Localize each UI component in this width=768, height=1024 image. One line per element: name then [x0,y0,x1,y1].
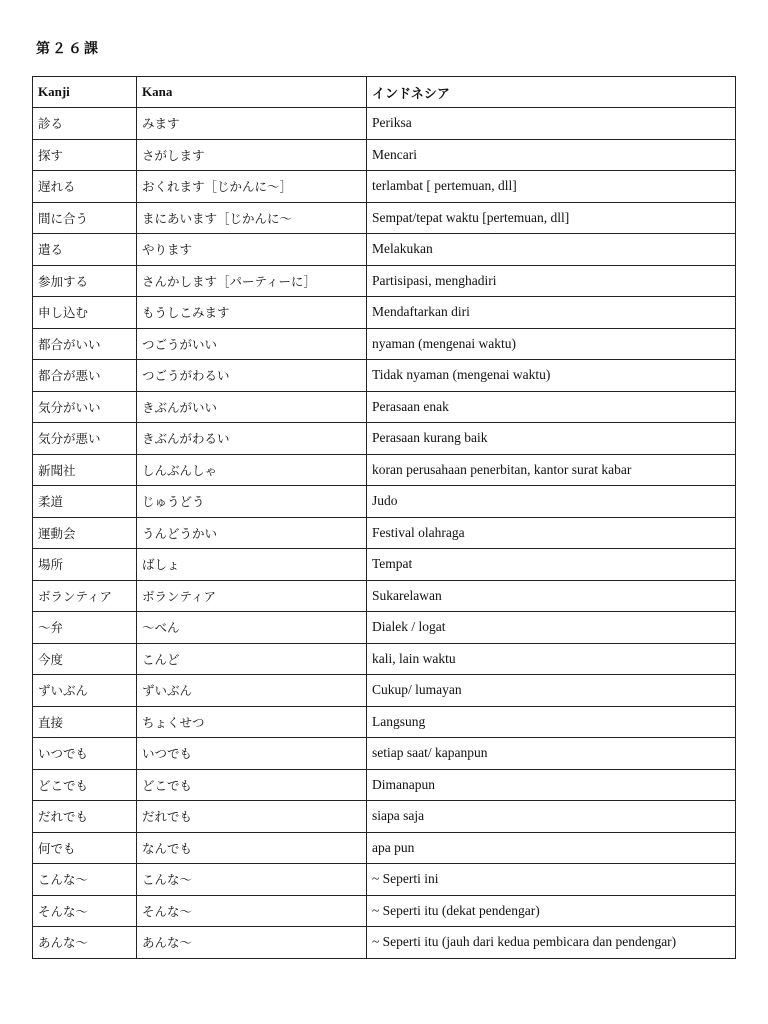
kana-cell: ばしょ [137,549,367,581]
kana-cell: きぶんがいい [137,391,367,423]
kanji-cell: 間に合う [33,202,137,234]
kana-cell: さんかします［パーティーに］ [137,265,367,297]
table-header [33,77,736,108]
kanji-cell: ずいぶん [33,675,137,707]
meaning-cell: setiap saat/ kapanpun [367,738,736,770]
kana-cell: みます [137,108,367,140]
kanji-cell: ～弁 [33,612,137,644]
meaning-cell: Dimanapun [367,769,736,801]
table-row [33,927,736,959]
meaning-cell: Tempat [367,549,736,581]
meaning-cell: Melakukan [367,234,736,266]
kanji-cell: だれでも [33,801,137,833]
table-row [33,612,736,644]
kana-cell: もうしこみます [137,297,367,329]
kanji-cell: 運動会 [33,517,137,549]
table-row [33,486,736,518]
kana-cell: いつでも [137,738,367,770]
kana-cell: こんど [137,643,367,675]
table-row [33,580,736,612]
table-row [33,675,736,707]
kana-cell: ボランティア [137,580,367,612]
table-row [33,297,736,329]
meaning-cell: ~ Seperti itu (dekat pendengar) [367,895,736,927]
meaning-cell: Perasaan enak [367,391,736,423]
kanji-cell: 新聞社 [33,454,137,486]
table-row [33,454,736,486]
kanji-cell: 探す [33,139,137,171]
meaning-cell: ~ Seperti itu (jauh dari kedua pembicara dan pendengar) [367,927,736,959]
table-row [33,423,736,455]
meaning-cell: Sukarelawan [367,580,736,612]
table-row [33,108,736,140]
meaning-cell: Tidak nyaman (mengenai waktu) [367,360,736,392]
meaning-cell: siapa saja [367,801,736,833]
kana-cell: そんな～ [137,895,367,927]
meaning-cell: Mendaftarkan diri [367,297,736,329]
kanji-cell: 今度 [33,643,137,675]
table-row [33,895,736,927]
kanji-cell: 遅れる [33,171,137,203]
header-kanji: Kanji [33,77,137,108]
meaning-cell: Sempat/tepat waktu [pertemuan, dll] [367,202,736,234]
kana-cell: あんな～ [137,927,367,959]
meaning-cell: Langsung [367,706,736,738]
table-row [33,360,736,392]
kana-cell: ずいぶん [137,675,367,707]
table-row [33,265,736,297]
meaning-cell: ~ Seperti ini [367,864,736,896]
header-meaning: インドネシア [367,77,736,108]
table-body [33,108,736,959]
kana-cell: こんな～ [137,864,367,896]
kanji-cell: 参加する [33,265,137,297]
kanji-cell: ボランティア [33,580,137,612]
kana-cell: おくれます［じかんに～］ [137,171,367,203]
meaning-cell: Festival olahraga [367,517,736,549]
kana-cell: やります [137,234,367,266]
meaning-cell: terlambat [ pertemuan, dll] [367,171,736,203]
table-row [33,517,736,549]
meaning-cell: Perasaan kurang baik [367,423,736,455]
kanji-cell: そんな～ [33,895,137,927]
table-row [33,171,736,203]
kana-cell: つごうがいい [137,328,367,360]
kanji-cell: 柔道 [33,486,137,518]
table-row [33,549,736,581]
kanji-cell: 申し込む [33,297,137,329]
meaning-cell: Dialek / logat [367,612,736,644]
kanji-cell: どこでも [33,769,137,801]
kanji-cell: こんな～ [33,864,137,896]
kana-cell: ～べん [137,612,367,644]
table-row [33,832,736,864]
table-row [33,234,736,266]
kana-cell: さがします [137,139,367,171]
kana-cell: じゅうどう [137,486,367,518]
meaning-cell: Mencari [367,139,736,171]
table-row [33,801,736,833]
table-row [33,864,736,896]
meaning-cell: apa pun [367,832,736,864]
kana-cell: まにあいます［じかんに～ [137,202,367,234]
table-row [33,643,736,675]
meaning-cell: nyaman (mengenai waktu) [367,328,736,360]
table-row [33,139,736,171]
meaning-cell: Cukup/ lumayan [367,675,736,707]
kanji-cell: いつでも [33,738,137,770]
meaning-cell: kali, lain waktu [367,643,736,675]
kanji-cell: 都合が悪い [33,360,137,392]
kanji-cell: 遣る [33,234,137,266]
meaning-cell: Periksa [367,108,736,140]
table-row [33,328,736,360]
table-row [33,706,736,738]
kanji-cell: 直接 [33,706,137,738]
kana-cell: ちょくせつ [137,706,367,738]
kanji-cell: 都合がいい [33,328,137,360]
table-row [33,769,736,801]
kana-cell: どこでも [137,769,367,801]
meaning-cell: Judo [367,486,736,518]
kanji-cell: 場所 [33,549,137,581]
kanji-cell: 気分が悪い [33,423,137,455]
kana-cell: しんぶんしゃ [137,454,367,486]
header-kana: Kana [137,77,367,108]
table-row [33,391,736,423]
vocabulary-table [32,76,736,959]
kana-cell: うんどうかい [137,517,367,549]
kanji-cell: 気分がいい [33,391,137,423]
lesson-title: 第２６課 [36,41,100,57]
table-row [33,738,736,770]
kana-cell: きぶんがわるい [137,423,367,455]
kanji-cell: あんな～ [33,927,137,959]
table-row [33,202,736,234]
meaning-cell: Partisipasi, menghadiri [367,265,736,297]
kanji-cell: 何でも [33,832,137,864]
kanji-cell: 診る [33,108,137,140]
kana-cell: だれでも [137,801,367,833]
kana-cell: つごうがわるい [137,360,367,392]
meaning-cell: koran perusahaan penerbitan, kantor surat kabar [367,454,736,486]
kana-cell: なんでも [137,832,367,864]
header-row [33,77,736,108]
